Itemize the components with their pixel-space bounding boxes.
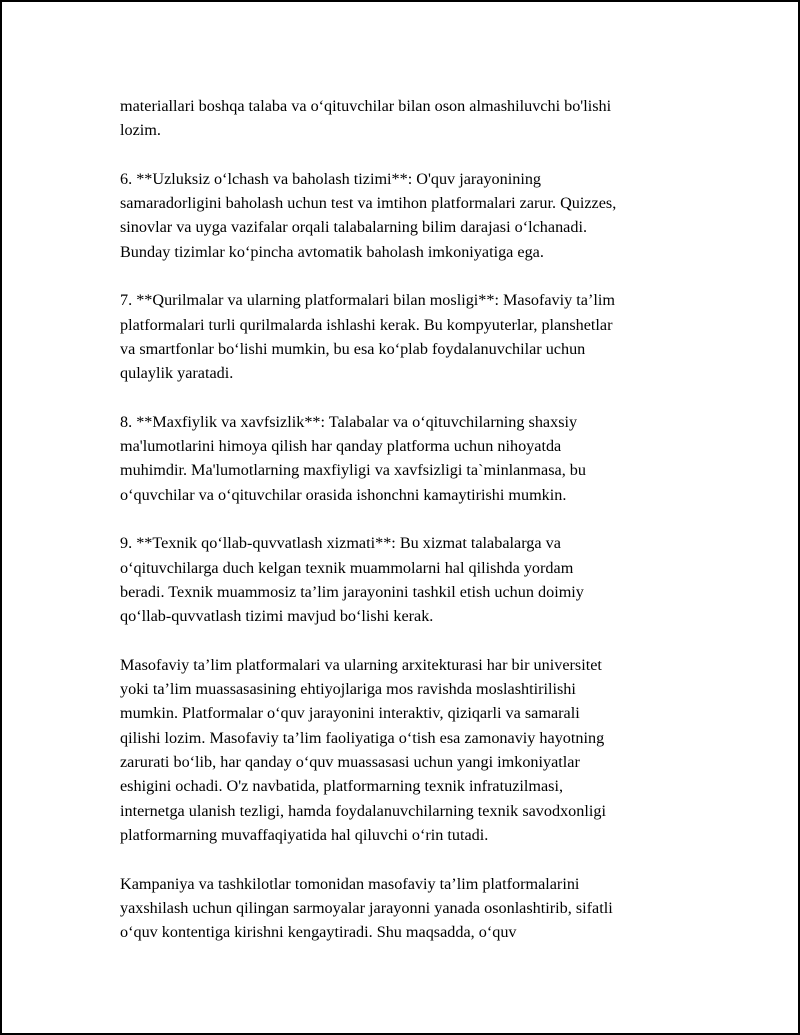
document-body [120, 94, 690, 969]
paragraph-summary: Masofaviy ta’lim platformalari va ularning arxitekturasi har bir universitet yoki ta’lim muassasasining ehtiyojlariga mos ravishda moslashtirilishi mumkin. Platformalar o‘quv jarayonini interaktiv, qiziqarli va samarali qilishi lozim. Masofaviy ta’lim faoliyatiga o‘tish esa zamonaviy hayotning zarurati bo‘lib, har qanday o‘quv muassasasi uchun yangi imkoniyatlar eshigini ochadi. O'z navbatida, platformarning texnik infratuzilmasi, internetga ulanish tezligi, hamda foydalanuvchilarning texnik savodxonligi platformarning muvaffaqiyatida hal qiluvchi o‘rin tutadi. [120, 655, 606, 844]
paragraph-continuation: materiallari boshqa talaba va o‘qituvchilar bilan oson almashiluvchi bo'lishi lozim. [120, 97, 612, 140]
paragraph-item-8: 8. **Maxfiylik va xavfsizlik**: Talabalar va o‘qituvchilarning shaxsiy ma'lumotlarini himoya qilish har qanday platforma uchun nihoyatda muhimdir. Ma'lumotlarning maxfiyligi va xavfsizligi ta`minlanmasa, bu o‘quvchilar va o‘qituvchilar orasida ishonchni kamaytirishi mumkin. [120, 412, 586, 504]
paragraph-item-9: 9. **Texnik qo‘llab-quvvatlash xizmati**: Bu xizmat talabalarga va o‘qituvchilarga duch kelgan texnik muammolarni hal qilishda yordam beradi. Texnik muammosiz ta’lim jarayonini tashkil etish uchun doimiy qo‘llab-quvvatlash tizimi mavjud bo‘lishi kerak. [120, 534, 584, 626]
paragraph-item-6: 6. **Uzluksiz o‘lchash va baholash tizimi**: O'quv jarayonining samaradorligini baholash uchun test va imtihon platformalari zarur. Quizzes, sinovlar va uyga vazifalar orqali talabalarning bilim darajasi o‘lchanadi. Bunday tizimlar ko‘pincha avtomatik baholash imkoniyatiga ega. [120, 169, 617, 261]
paragraph-investment: Kampaniya va tashkilotlar tomonidan masofaviy ta’lim platformalarini yaxshilash uchun qilingan sarmoyalar jarayonni yanada osonlashtirib, sifatli o‘quv kontentiga kirishni kengaytiradi. Shu maqsadda, o‘quv [120, 874, 613, 942]
paragraph-item-7: 7. **Qurilmalar va ularning platformalari bilan mosligi**: Masofaviy ta’lim platformalari turli qurilmalarda ishlashi kerak. Bu kompyuterlar, planshetlar va smartfonlar bo‘lishi mumkin, bu esa ko‘plab foydalanuvchilar uchun qulaylik yaratadi. [120, 291, 615, 383]
